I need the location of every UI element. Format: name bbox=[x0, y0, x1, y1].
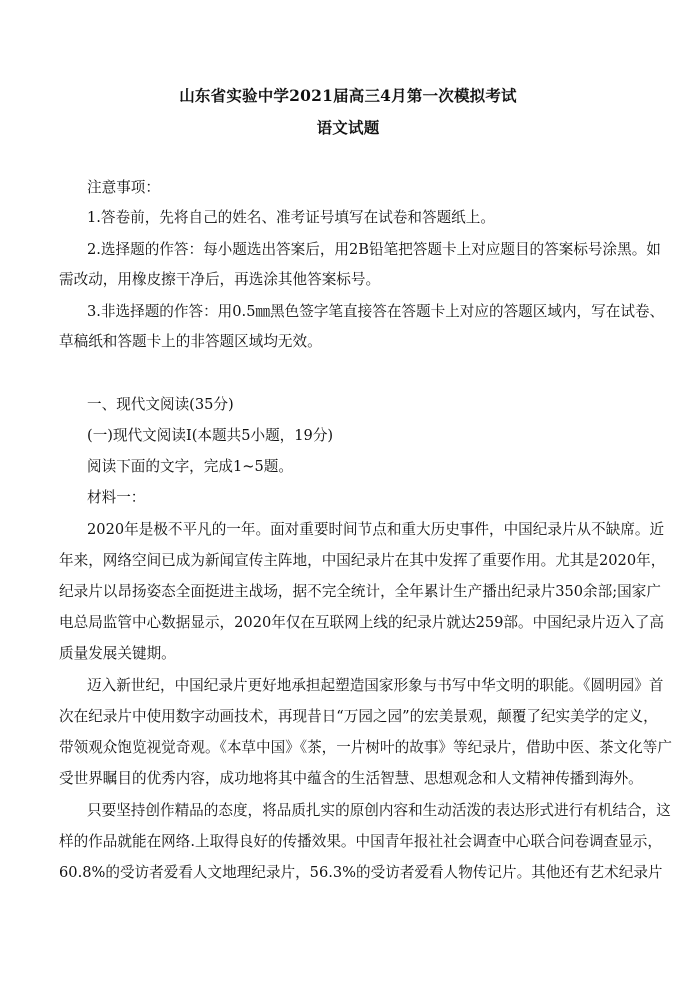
paragraph-line: 60.8%的受访者爱看人文地理纪录片，56.3%的受访者爱看人物传记片。其他还有艺术纪录片 bbox=[59, 864, 663, 881]
notice-item-2-line-1: 2.选择题的作答：每小题选出答案后，用2B铅笔把答题卡上对应题目的答案标号涂黑。如 bbox=[87, 241, 661, 258]
paragraph-line: 次在纪录片中使用数字动画技术，再现昔日“万园之园”的宏美景观，颠覆了纪实美学的定义， bbox=[59, 708, 658, 725]
paragraph-line: 电总局监管中心数据显示，2020年仅在互联网上线的纪录片就达259部。中国纪录片迈入了高 bbox=[59, 614, 664, 631]
paragraph-line: 迈入新世纪，中国纪录片更好地承担起塑造国家形象与书写中华文明的职能。《圆明园》首 bbox=[87, 677, 664, 694]
paragraph-line: 样的作品就能在网络.上取得良好的传播效果。中国青年报社社会调查中心联合问卷调查显示， bbox=[59, 833, 662, 850]
section-subheading: (一)现代文阅读Ⅰ(本题共5小题，19分) bbox=[87, 427, 334, 444]
paragraph-line: 纪录片以昂扬姿态全面挺进主战场，据不完全统计，全年累计生产播出纪录片350余部;国家广 bbox=[59, 583, 661, 600]
notice-item-2-line-2: 需改动，用橡皮擦干净后，再选涂其他答案标号。 bbox=[59, 271, 381, 288]
material-label: 材料一： bbox=[87, 489, 146, 506]
exam-subtitle: 语文试题 bbox=[316, 118, 380, 137]
reading-instruction: 阅读下面的文字，完成1~5题。 bbox=[87, 458, 293, 475]
notice-item-1: 1.答卷前，先将自己的姓名、准考证号填写在试卷和答题纸上。 bbox=[87, 209, 495, 226]
paragraph-line: 只要坚持创作精品的态度，将品质扎实的原创内容和生动活泼的表达形式进行有机结合，这 bbox=[87, 802, 671, 819]
paragraph-line: 2020年是极不平凡的一年。面对重要时间节点和重大历史事件，中国纪录片从不缺席。近 bbox=[87, 521, 665, 538]
paragraph-line: 带领观众饱览视觉奇观。《本草中国》《茶，一片树叶的故事》等纪录片，借助中医、茶文化等广 bbox=[59, 739, 672, 756]
exam-title: 山东省实验中学2021届高三4月第一次模拟考试 bbox=[179, 86, 517, 105]
section-heading: 一、现代文阅读(35分) bbox=[87, 396, 234, 413]
paragraph-line: 受世界瞩目的优秀内容，成功地将其中蕴含的生活智慧、思想观念和人文精神传播到海外。 bbox=[59, 770, 643, 787]
paragraph-line: 质量发展关键期。 bbox=[59, 645, 176, 662]
notice-item-3-line-2: 草稿纸和答题卡上的非答题区域均无效。 bbox=[59, 333, 322, 350]
notice-heading: 注意事项： bbox=[87, 179, 160, 196]
paragraph-line: 年来，网络空间已成为新闻宣传主阵地，中国纪录片在其中发挥了重要作用。尤其是2020年， bbox=[59, 552, 666, 569]
notice-item-3-line-1: 3.非选择题的作答：用0.5㎜黑色签字笔直接答在答题卡上对应的答题区域内，写在试卷、 bbox=[87, 303, 665, 320]
